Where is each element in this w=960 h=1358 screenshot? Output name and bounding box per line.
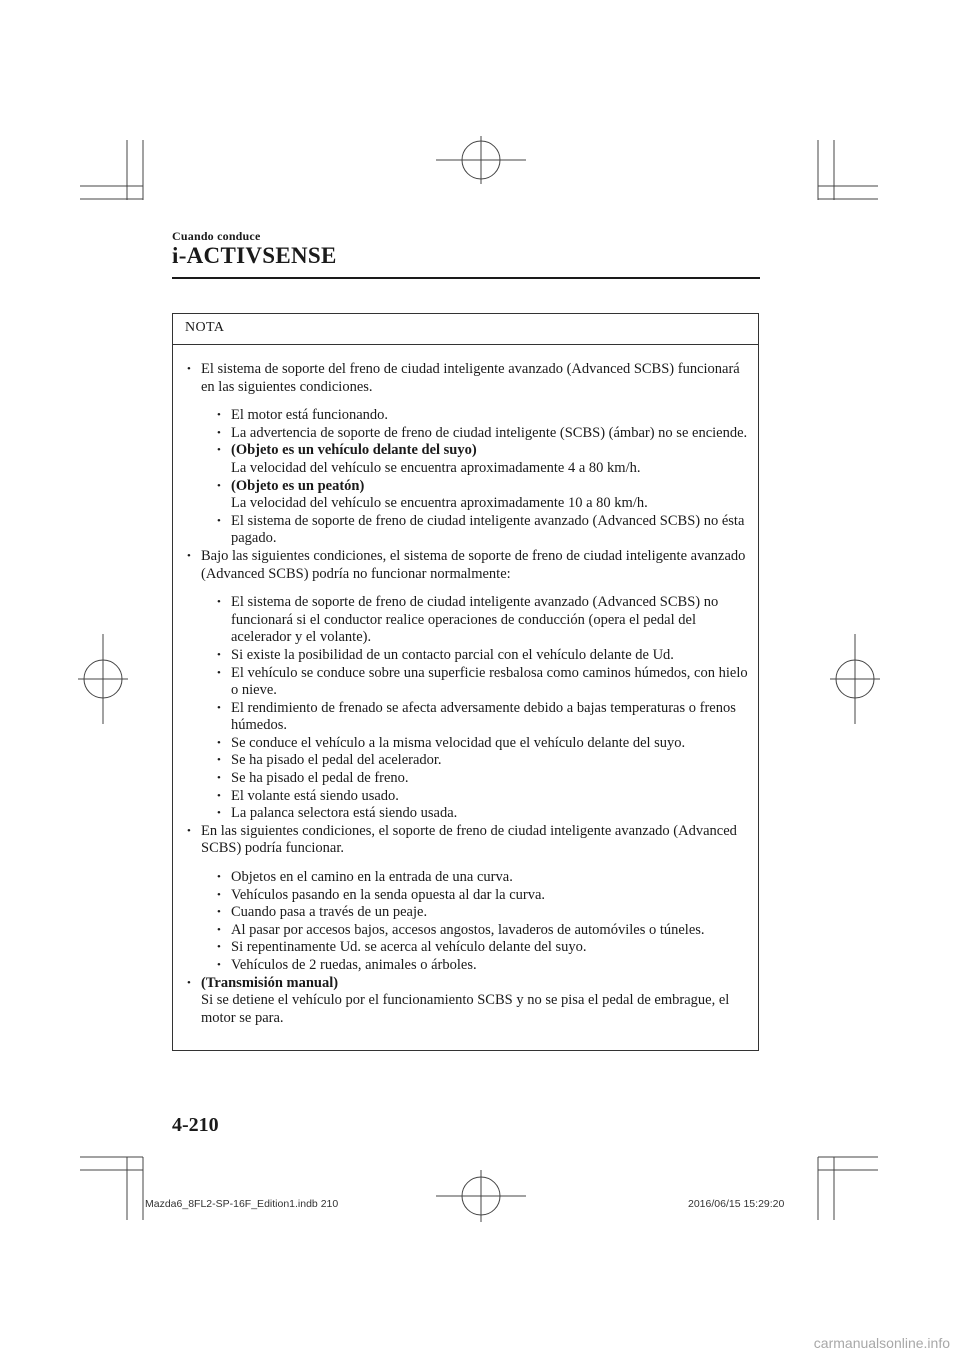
note-heading: NOTA bbox=[173, 314, 758, 345]
sub-item bbox=[215, 425, 750, 443]
sub-item bbox=[215, 442, 750, 477]
sub-item bbox=[215, 752, 750, 770]
section-label: Cuando conduce bbox=[172, 229, 261, 243]
sub-item bbox=[215, 805, 750, 823]
bullet-text: El volante está siendo usado. bbox=[231, 787, 399, 804]
bullet-text: El sistema de soporte de freno de ciudad inteligente avanzado (Advanced SCBS) no funcionará si el conductor realice operaciones de conducción (opera el pedal del acelerador y el volante). bbox=[231, 594, 719, 646]
bullet-text: El sistema de soporte del freno de ciudad inteligente avanzado (Advanced SCBS) funcionará en las siguientes condiciones. bbox=[201, 361, 740, 395]
sub-item bbox=[215, 869, 750, 887]
sub-item bbox=[215, 700, 750, 735]
bullet-text: El sistema de soporte de freno de ciudad inteligente avanzado (Advanced SCBS) no ésta pagado. bbox=[231, 512, 745, 547]
sub-item bbox=[215, 957, 750, 975]
page-number: 4-210 bbox=[172, 1114, 219, 1136]
sub-item bbox=[215, 594, 750, 647]
sub-item bbox=[215, 770, 750, 788]
bullet-heading: • (Objeto es un vehículo delante del suyo) bbox=[231, 442, 477, 459]
note-item bbox=[185, 361, 750, 548]
sub-list bbox=[215, 869, 750, 975]
bullet-text: El motor está funcionando. bbox=[231, 407, 389, 424]
sub-item bbox=[215, 922, 750, 940]
sub-item bbox=[215, 647, 750, 665]
bullet-text: El vehículo se conduce sobre una superficie resbalosa como caminos húmedos, con hielo o nieve. bbox=[231, 664, 748, 699]
sub-item bbox=[215, 904, 750, 922]
watermark: carmanualsonline.info bbox=[813, 1335, 950, 1351]
note-item bbox=[185, 823, 750, 975]
bullet-text: Objetos en el camino en la entrada de una curva. bbox=[231, 869, 513, 886]
chapter-title: i-ACTIVSENSE bbox=[172, 243, 337, 268]
header-rule bbox=[172, 277, 760, 279]
footer-timestamp: 2016/06/15 15:29:20 bbox=[688, 1198, 785, 1210]
sub-item bbox=[215, 887, 750, 905]
note-body bbox=[173, 345, 758, 1027]
bullet-text: Si se detiene el vehículo por el funcionamiento SCBS y no se pisa el pedal de embrague, el motor se para. bbox=[201, 992, 730, 1026]
bullet-text: La velocidad del vehículo se encuentra aproximadamente 4 a 80 km/h. bbox=[231, 459, 641, 476]
sub-list bbox=[215, 594, 750, 823]
sub-item bbox=[215, 665, 750, 700]
bullet-heading: • (Objeto es un peatón) bbox=[231, 477, 365, 494]
sub-item bbox=[215, 735, 750, 753]
bullet-text: Vehículos de 2 ruedas, animales o árboles. bbox=[231, 957, 477, 973]
note-list bbox=[185, 361, 750, 1027]
bullet-text: Vehículos pasando en la senda opuesta al dar la curva. bbox=[231, 886, 546, 903]
sub-item bbox=[215, 513, 750, 548]
bullet-text: Si repentinamente Ud. se acerca al vehículo delante del suyo. bbox=[231, 939, 587, 956]
sub-item bbox=[215, 478, 750, 513]
sub-item bbox=[215, 939, 750, 957]
note-box bbox=[172, 313, 759, 1051]
bullet-text: Cuando pasa a través de un peaje. bbox=[231, 904, 428, 921]
sub-list bbox=[215, 407, 750, 548]
note-item bbox=[185, 548, 750, 823]
sub-item bbox=[215, 407, 750, 425]
bullet-text: Si existe la posibilidad de un contacto parcial con el vehículo delante de Ud. bbox=[231, 646, 674, 663]
sub-item bbox=[215, 788, 750, 806]
footer-file-name: Mazda6_8FL2-SP-16F_Edition1.indb 210 bbox=[145, 1198, 339, 1210]
bullet-text: Se conduce el vehículo a la misma velocidad que el vehículo delante del suyo. bbox=[231, 734, 686, 751]
bullet-heading: • (Transmisión manual) bbox=[201, 974, 339, 991]
bullet-text: La velocidad del vehículo se encuentra aproximadamente 10 a 80 km/h. bbox=[231, 495, 648, 512]
bullet-text: Se ha pisado el pedal del acelerador. bbox=[231, 752, 442, 769]
bullet-text: El rendimiento de frenado se afecta adversamente debido a bajas temperaturas o frenos húmedos. bbox=[231, 699, 736, 734]
bullet-text: En las siguientes condiciones, el soporte de freno de ciudad inteligente avanzado (Advanced SCBS) podría funcionar. bbox=[201, 822, 737, 857]
bullet-text: Bajo las siguientes condiciones, el sistema de soporte de freno de ciudad inteligente avanzado (Advanced SCBS) podría no funcionar normalmente: bbox=[201, 547, 746, 582]
note-item bbox=[185, 975, 750, 1028]
bullet-text: Se ha pisado el pedal de freno. bbox=[231, 770, 409, 787]
bullet-text: La advertencia de soporte de freno de ciudad inteligente (SCBS) (ámbar) no se enciende. bbox=[231, 424, 748, 441]
bullet-text: Al pasar por accesos bajos, accesos angostos, lavaderos de automóviles o túneles. bbox=[231, 921, 705, 938]
bullet-text: La palanca selectora está siendo usada. bbox=[231, 805, 458, 822]
